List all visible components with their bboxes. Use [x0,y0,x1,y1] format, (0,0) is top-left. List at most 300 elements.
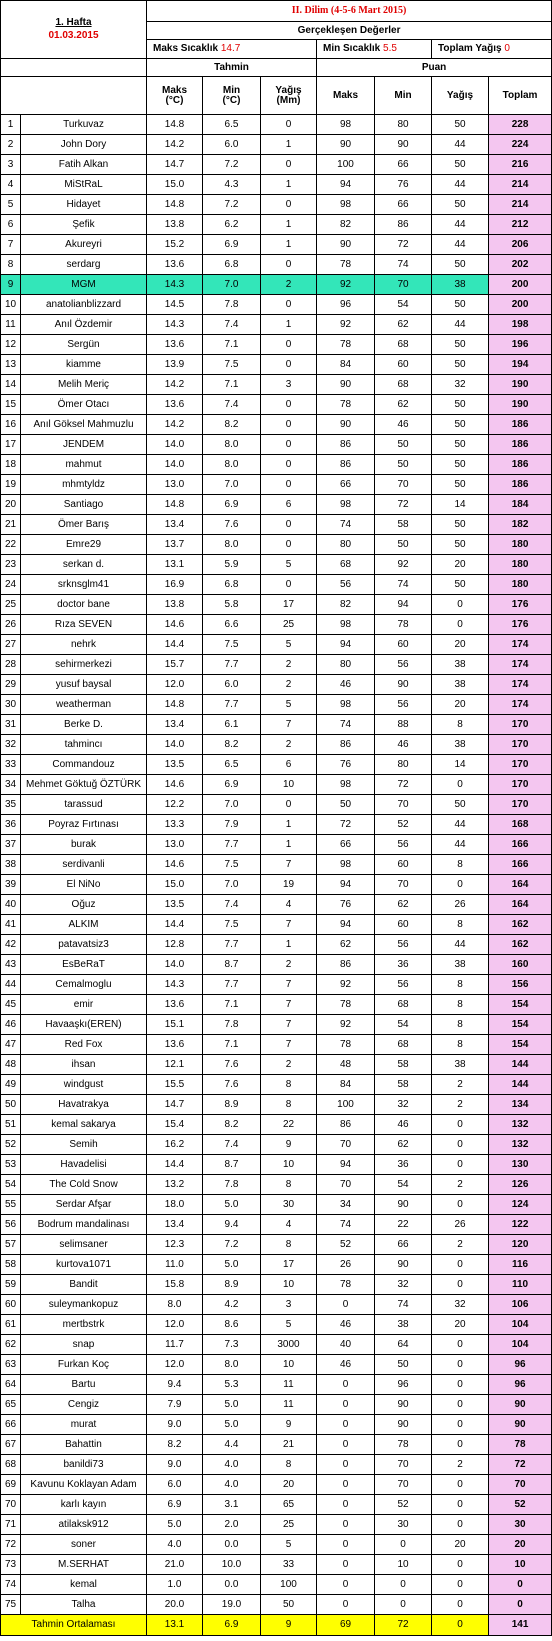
name-cell: Berke D. [21,715,147,735]
forecast-max-cell: 13.6 [147,395,203,415]
score-max-cell: 100 [317,155,375,175]
score-min-cell: 56 [375,835,432,855]
table-row [1,395,552,415]
forecast-max-cell: 13.0 [147,835,203,855]
score-total-cell: 182 [489,515,552,535]
score-max-cell: 74 [317,1215,375,1235]
actual-min-cell [317,40,432,59]
forecast-max-cell: 14.7 [147,1095,203,1115]
score-max-cell: 0 [317,1575,375,1595]
rank-cell: 70 [1,1495,21,1515]
score-precip-cell: 50 [432,475,489,495]
rank-cell: 60 [1,1295,21,1315]
score-max-cell: 56 [317,575,375,595]
forecast-max-cell: 12.0 [147,675,203,695]
score-precip-cell: 20 [432,635,489,655]
rank-cell: 39 [1,875,21,895]
score-precip-cell: 0 [432,1115,489,1135]
score-precip-cell: 44 [432,215,489,235]
score-max-cell: 92 [317,275,375,295]
forecast-min-cell: 8.7 [203,955,261,975]
forecast-min-cell: 6.8 [203,255,261,275]
table-row [1,455,552,475]
rank-cell: 29 [1,675,21,695]
rank-cell: 32 [1,735,21,755]
rank-cell: 58 [1,1255,21,1275]
forecast-max-cell: 13.5 [147,895,203,915]
name-cell: Şefik [21,215,147,235]
forecast-min-cell: 5.9 [203,555,261,575]
rank-cell: 61 [1,1315,21,1335]
score-precip-cell: 50 [432,515,489,535]
score-min-cell: 56 [375,655,432,675]
score-precip-cell: 0 [432,1575,489,1595]
name-cell: Furkan Koç [21,1355,147,1375]
score-min-cell: 56 [375,975,432,995]
score-max-cell: 0 [317,1395,375,1415]
rank-cell: 72 [1,1535,21,1555]
score-precip-cell: 8 [432,995,489,1015]
score-min-cell: 56 [375,695,432,715]
rank-cell: 15 [1,395,21,415]
name-cell: serkan d. [21,555,147,575]
forecast-precip-cell: 11 [261,1375,317,1395]
forecast-precip-cell: 8 [261,1175,317,1195]
score-min-cell: 92 [375,555,432,575]
score-min-cell: 60 [375,635,432,655]
score-precip-cell: 0 [432,1495,489,1515]
score-max-cell: 0 [317,1375,375,1395]
score-total-cell: 228 [489,115,552,135]
table-row [1,515,552,535]
table-row [1,1575,552,1595]
empty-header-cell [1,59,147,77]
score-precip-cell: 38 [432,655,489,675]
forecast-min-cell: 7.1 [203,995,261,1015]
score-min-cell: 58 [375,515,432,535]
name-cell: mhmtyldz [21,475,147,495]
score-precip-cell: 0 [432,1475,489,1495]
rank-cell: 49 [1,1075,21,1095]
name-cell: Bartu [21,1375,147,1395]
score-total-cell: 120 [489,1235,552,1255]
rank-cell: 56 [1,1215,21,1235]
table-row [1,1515,552,1535]
table-row [1,675,552,695]
forecast-min-cell: 7.6 [203,1075,261,1095]
forecast-precip-cell: 17 [261,1255,317,1275]
forecast-min-cell: 6.9 [203,775,261,795]
name-cell: serdivanli [21,855,147,875]
name-cell: EsBeRaT [21,955,147,975]
forecast-max-cell: 14.0 [147,955,203,975]
col-forecast-precip-unit: (Mm) [276,94,301,106]
actual-min-label: Min Sıcaklık [323,43,381,54]
forecast-precip-cell: 0 [261,255,317,275]
score-total-cell: 216 [489,155,552,175]
rank-cell: 54 [1,1175,21,1195]
rank-cell: 23 [1,555,21,575]
forecast-precip-cell: 3000 [261,1335,317,1355]
forecast-min-cell: 7.8 [203,1015,261,1035]
score-min-cell: 90 [375,1395,432,1415]
col-forecast-max [147,77,203,115]
forecast-max-cell: 5.0 [147,1515,203,1535]
table-row [1,415,552,435]
forecast-min-cell: 7.5 [203,915,261,935]
forecast-precip-cell: 8 [261,1235,317,1255]
forecast-min-cell: 7.7 [203,655,261,675]
score-precip-cell: 0 [432,1355,489,1375]
name-cell: nehrk [21,635,147,655]
forecast-min-cell: 8.2 [203,1115,261,1135]
score-max-cell: 66 [317,475,375,495]
score-min-cell: 86 [375,215,432,235]
forecast-precip-cell: 5 [261,635,317,655]
score-min-cell: 70 [375,275,432,295]
table-row [1,695,552,715]
forecast-min-cell: 7.3 [203,1335,261,1355]
score-max-cell: 86 [317,455,375,475]
forecast-min-cell: 7.9 [203,815,261,835]
forecast-max-cell: 13.6 [147,335,203,355]
name-cell: burak [21,835,147,855]
score-max-cell: 80 [317,535,375,555]
score-min-cell: 66 [375,155,432,175]
name-cell: ALKIM [21,915,147,935]
forecast-precip-cell: 5 [261,1315,317,1335]
name-cell: windgust [21,1075,147,1095]
score-precip-cell: 44 [432,135,489,155]
forecast-max-cell: 14.0 [147,435,203,455]
rank-cell: 20 [1,495,21,515]
score-max-cell: 0 [317,1555,375,1575]
rank-cell: 62 [1,1335,21,1355]
average-forecast-min: 6.9 [203,1615,261,1636]
forecast-min-cell: 7.4 [203,1135,261,1155]
score-max-cell: 98 [317,615,375,635]
forecast-max-cell: 1.0 [147,1575,203,1595]
forecast-max-cell: 20.0 [147,1595,203,1615]
rank-cell: 34 [1,775,21,795]
forecast-max-cell: 14.3 [147,315,203,335]
rank-cell: 14 [1,375,21,395]
table-row [1,895,552,915]
average-row [1,1615,552,1636]
score-max-cell: 94 [317,635,375,655]
score-total-cell: 170 [489,775,552,795]
score-min-cell: 90 [375,1255,432,1275]
score-max-cell: 84 [317,355,375,375]
score-max-cell: 78 [317,335,375,355]
rank-cell: 46 [1,1015,21,1035]
table-row [1,1275,552,1295]
rank-cell: 11 [1,315,21,335]
score-total-cell: 166 [489,855,552,875]
score-precip-cell: 50 [432,355,489,375]
score-min-cell: 54 [375,295,432,315]
score-max-cell: 0 [317,1295,375,1315]
rank-cell: 5 [1,195,21,215]
forecast-precip-cell: 8 [261,1095,317,1115]
forecast-min-cell: 5.3 [203,1375,261,1395]
score-min-cell: 62 [375,895,432,915]
forecast-min-cell: 6.9 [203,235,261,255]
table-row [1,115,552,135]
score-total-cell: 202 [489,255,552,275]
forecast-max-cell: 14.8 [147,495,203,515]
forecast-precip-cell: 5 [261,555,317,575]
score-precip-cell: 38 [432,275,489,295]
score-min-cell: 90 [375,1195,432,1215]
table-row [1,535,552,555]
score-min-cell: 72 [375,775,432,795]
table-row [1,815,552,835]
score-total-cell: 186 [489,435,552,455]
rank-cell: 33 [1,755,21,775]
forecast-min-cell: 8.2 [203,735,261,755]
forecast-max-cell: 7.9 [147,1395,203,1415]
forecast-precip-cell: 7 [261,1035,317,1055]
forecast-min-cell: 7.0 [203,795,261,815]
score-total-cell: 224 [489,135,552,155]
table-row [1,1035,552,1055]
forecast-precip-cell: 1 [261,135,317,155]
forecast-precip-cell: 10 [261,1355,317,1375]
name-cell: kurtova1071 [21,1255,147,1275]
name-cell: MiStRaL [21,175,147,195]
forecast-min-cell: 7.8 [203,1175,261,1195]
score-min-cell: 50 [375,455,432,475]
forecast-max-cell: 16.9 [147,575,203,595]
score-min-cell: 90 [375,1415,432,1435]
name-cell: Havadelisi [21,1155,147,1175]
score-precip-cell: 0 [432,1275,489,1295]
score-max-cell: 96 [317,295,375,315]
score-min-cell: 50 [375,535,432,555]
forecast-group-header: Tahmin [147,59,317,77]
name-cell: John Dory [21,135,147,155]
forecast-min-cell: 5.0 [203,1415,261,1435]
name-cell: Poyraz Fırtınası [21,815,147,835]
table-row [1,915,552,935]
score-max-cell: 90 [317,415,375,435]
rank-cell: 42 [1,935,21,955]
table-row [1,475,552,495]
rank-cell: 67 [1,1435,21,1455]
score-min-cell: 90 [375,675,432,695]
score-max-cell: 0 [317,1495,375,1515]
forecast-precip-cell: 7 [261,855,317,875]
score-min-cell: 70 [375,795,432,815]
score-max-cell: 94 [317,875,375,895]
rank-cell: 10 [1,295,21,315]
score-total-cell: 110 [489,1275,552,1295]
score-precip-cell: 0 [432,1335,489,1355]
name-cell: Havatrakya [21,1095,147,1115]
name-cell: Serdar Afşar [21,1195,147,1215]
name-cell: Melih Meriç [21,375,147,395]
forecast-precip-cell: 7 [261,915,317,935]
forecast-max-cell: 15.5 [147,1075,203,1095]
forecast-max-cell: 9.0 [147,1415,203,1435]
forecast-max-cell: 14.6 [147,775,203,795]
score-max-cell: 0 [317,1535,375,1555]
score-total-cell: 90 [489,1415,552,1435]
score-min-cell: 58 [375,1055,432,1075]
score-max-cell: 100 [317,1095,375,1115]
forecast-precip-cell: 9 [261,1135,317,1155]
forecast-max-cell: 13.2 [147,1175,203,1195]
rank-cell: 37 [1,835,21,855]
forecast-min-cell: 7.7 [203,935,261,955]
rank-cell: 38 [1,855,21,875]
score-precip-cell: 50 [432,435,489,455]
score-min-cell: 66 [375,195,432,215]
score-precip-cell: 0 [432,595,489,615]
score-max-cell: 46 [317,675,375,695]
rank-cell: 19 [1,475,21,495]
average-score-precip: 0 [432,1615,489,1636]
rank-cell: 1 [1,115,21,135]
score-max-cell: 98 [317,855,375,875]
score-total-cell: 154 [489,995,552,1015]
forecast-precip-cell: 7 [261,975,317,995]
score-max-cell: 76 [317,755,375,775]
forecast-min-cell: 7.2 [203,1235,261,1255]
score-precip-cell: 50 [432,195,489,215]
forecast-min-cell: 6.6 [203,615,261,635]
name-cell: Mehmet Göktuğ ÖZTÜRK [21,775,147,795]
score-min-cell: 96 [375,1375,432,1395]
actual-max-label: Maks Sıcaklık [153,43,219,54]
rank-cell: 17 [1,435,21,455]
table-row [1,775,552,795]
rank-cell: 27 [1,635,21,655]
name-cell: JENDEM [21,435,147,455]
rank-cell: 51 [1,1115,21,1135]
rank-cell: 44 [1,975,21,995]
forecast-min-cell: 0.0 [203,1575,261,1595]
forecast-min-cell: 7.6 [203,515,261,535]
forecast-max-cell: 9.4 [147,1375,203,1395]
rank-cell: 16 [1,415,21,435]
score-min-cell: 36 [375,1155,432,1175]
score-max-cell: 26 [317,1255,375,1275]
table-row [1,1495,552,1515]
name-cell: selimsaner [21,1235,147,1255]
score-precip-cell: 32 [432,1295,489,1315]
forecast-precip-cell: 21 [261,1435,317,1455]
name-cell: serdarg [21,255,147,275]
score-total-cell: 174 [489,655,552,675]
score-min-cell: 36 [375,955,432,975]
col-forecast-min [203,77,261,115]
score-max-cell: 48 [317,1055,375,1075]
score-total-cell: 156 [489,975,552,995]
forecast-max-cell: 14.6 [147,615,203,635]
forecast-max-cell: 14.5 [147,295,203,315]
forecast-min-cell: 7.7 [203,975,261,995]
score-total-cell: 170 [489,715,552,735]
score-max-cell: 74 [317,515,375,535]
rank-cell: 31 [1,715,21,735]
actual-max-cell [147,40,317,59]
rank-cell: 71 [1,1515,21,1535]
forecast-min-cell: 5.8 [203,595,261,615]
forecast-min-cell: 7.1 [203,335,261,355]
score-min-cell: 58 [375,1075,432,1095]
actual-precip-label: Toplam Yağış [438,43,502,54]
name-cell: murat [21,1415,147,1435]
rank-cell: 41 [1,915,21,935]
forecast-min-cell: 7.0 [203,875,261,895]
score-max-cell: 82 [317,215,375,235]
forecast-min-cell: 8.7 [203,1155,261,1175]
col-score-precip: Yağış [432,77,489,115]
forecast-precip-cell: 9 [261,1415,317,1435]
forecast-min-cell: 6.2 [203,215,261,235]
score-min-cell: 54 [375,1015,432,1035]
forecast-precip-cell: 0 [261,395,317,415]
table-row [1,295,552,315]
score-total-cell: 198 [489,315,552,335]
table-row [1,935,552,955]
rank-cell: 43 [1,955,21,975]
forecast-min-cell: 10.0 [203,1555,261,1575]
score-max-cell: 46 [317,1355,375,1375]
forecast-max-cell: 8.0 [147,1295,203,1315]
rank-cell: 25 [1,595,21,615]
score-total-cell: 160 [489,955,552,975]
forecast-min-cell: 8.0 [203,455,261,475]
rank-cell: 35 [1,795,21,815]
name-cell: Oğuz [21,895,147,915]
average-label: Tahmin Ortalaması [1,1615,147,1636]
forecast-precip-cell: 2 [261,675,317,695]
forecast-precip-cell: 2 [261,735,317,755]
score-min-cell: 64 [375,1335,432,1355]
score-min-cell: 68 [375,335,432,355]
table-row [1,955,552,975]
score-min-cell: 60 [375,855,432,875]
rank-cell: 2 [1,135,21,155]
table-row [1,835,552,855]
table-row [1,635,552,655]
score-max-cell: 76 [317,895,375,915]
score-precip-cell: 2 [432,1175,489,1195]
forecast-max-cell: 14.2 [147,415,203,435]
name-cell: kemal [21,1575,147,1595]
name-cell: Red Fox [21,1035,147,1055]
score-group-header: Puan [317,59,552,77]
score-total-cell: 144 [489,1075,552,1095]
score-max-cell: 78 [317,1035,375,1055]
rank-cell: 26 [1,615,21,635]
rank-cell: 22 [1,535,21,555]
forecast-max-cell: 13.0 [147,475,203,495]
name-cell: Sergün [21,335,147,355]
col-score-min: Min [375,77,432,115]
score-min-cell: 70 [375,1475,432,1495]
forecast-max-cell: 13.4 [147,1215,203,1235]
score-precip-cell: 0 [432,1255,489,1275]
forecast-precip-cell: 3 [261,1295,317,1315]
rank-cell: 55 [1,1195,21,1215]
score-total-cell: 170 [489,735,552,755]
rank-cell: 48 [1,1055,21,1075]
score-total-cell: 162 [489,915,552,935]
